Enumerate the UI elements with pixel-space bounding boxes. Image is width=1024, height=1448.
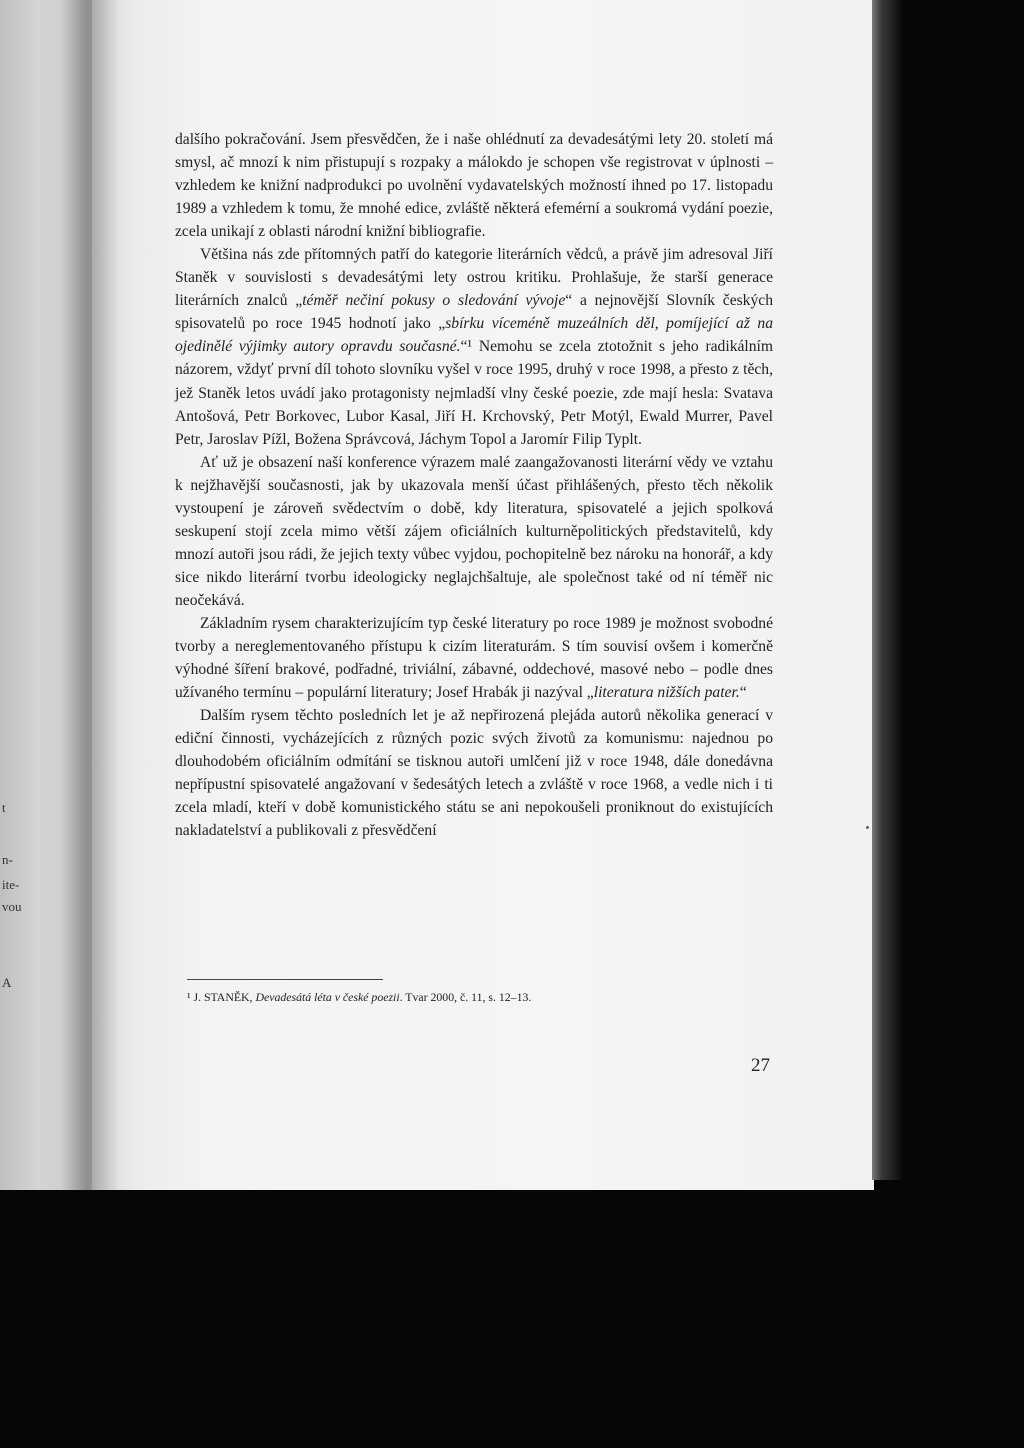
text-run: “ bbox=[739, 684, 747, 702]
scan-speck bbox=[866, 826, 869, 829]
paragraph bbox=[175, 451, 773, 612]
footnote-separator bbox=[187, 979, 383, 980]
footnote bbox=[187, 989, 747, 1005]
paragraph bbox=[175, 612, 773, 704]
left-page-fragment: t bbox=[2, 800, 6, 815]
text-run: Základním rysem charakterizujícím typ české literatury po roce 1989 je možnost svobodné tvorby a nereglementovaného přístupu k cizím literaturám. S tím souvisí ovšem i komerčně výhodné šíření brakové, podřadné, triviální, zábavné, oddechové, masové nebo – podle dnes užívaného termínu – populární literatury; Josef Hrabák ji nazýval „ bbox=[175, 614, 773, 702]
left-page-fragment: A bbox=[2, 975, 12, 990]
text-run: Ať už je obsazení naší konference výrazem malé zaangažovanosti literární vědy ve vztahu k nejžhavější současnosti, jak by ukazovala menší účast přihlášených, přesto těch několik vystoupení je zároveň svědectvím o době, kdy literatura, spisovatelé a jejich spolková seskupení stojí zcela mimo větší zájem oficiálních kulturněpolitických představitelů, kdy mnozí autoři jsou rádi, že jejich texty vůbec vyjdou, pochopitelně bez nároku na honorář, a kdy sice nikdo literární tvorbu ideologicky neglajchšaltuje, ale společnost také od ní téměř nic neočekává. bbox=[175, 453, 773, 609]
paragraph bbox=[175, 128, 773, 243]
left-page-fragment: ite- bbox=[2, 877, 20, 892]
text-run: ¹ J. STANĚK, bbox=[187, 990, 256, 1004]
page-edge-shadow bbox=[872, 0, 902, 1180]
left-page-fragment: vou bbox=[2, 899, 22, 914]
text-run: Většina nás zde přítomných patří do kategorie literárních vědců, a právě jim adresoval Jiří Staněk v souvislosti s devadesátými lety ostrou kritiku. Prohlašuje, že starší generace literárních znalců „ bbox=[175, 246, 773, 310]
text-run: . Tvar 2000, č. 11, s. 12–13. bbox=[399, 990, 532, 1004]
text-run: “¹ Nemohu se zcela ztotožnit s jeho radikálním názorem, vždyť první díl tohoto slovníku vyšel v roce 1995, druhý v roce 1998, a přesto z těch, jež Staněk letos uvádí jako protagonisty nejmladší vlny české poezie, zde mají hesla: Svatava Antošová, Petr Borkovec, Lubor Kasal, Jiří H. Krchovský, Petr Motýl, Ewald Murrer, Pavel Petr, Jaroslav Pížl, Božena Správcová, Jáchym Topol a Jaromír Filip Typlt. bbox=[175, 338, 773, 448]
italic-run: téměř nečiní pokusy o sledování vývoje bbox=[302, 292, 566, 310]
paragraph bbox=[175, 243, 773, 450]
text-run: dalšího pokračování. Jsem přesvědčen, že i naše ohlédnutí za devadesátými lety 20. století má smysl, ač mnozí k nim přistupují s rozpaky a málokdo je schopen vše registrovat v úplnosti – vzhledem ke knižní nadprodukci po uvolnění vydavatelských možností ihned po 17. listopadu 1989 a vzhledem k tomu, že mnohé edice, zvláště některá efemérní a soukromá vydání poezie, zcela unikají z oblasti národní knižní bibliografie. bbox=[175, 131, 773, 241]
italic-run: sbírku víceméně muzeálních děl, pomíjející až na ojedinělé výjimky autory opravdu současné. bbox=[175, 315, 774, 356]
paragraph bbox=[175, 704, 773, 842]
text-run: Dalším rysem těchto posledních let je až nepřirozená plejáda autorů několika generací v ediční činnosti, vycházejících z různých pozic svých životů za komunismu: najednou po dlouhodobém oficiálním odmítání se tisknou autoři umlčení již v roce 1948, dále donedávna nepřípustní spisovatelé angažovaní v šedesátých letech a zvláště v roce 1968, a vedle nich i ti zcela mladí, kteří v době komunistického státu se ani nepokoušeli proniknout do existujících nakladatelství a publikovali z přesvědčení bbox=[175, 707, 773, 840]
italic-run: literatura nižších pater. bbox=[593, 684, 740, 702]
page-number: 27 bbox=[751, 1055, 770, 1076]
text-run: “ a nejnovější Slovník českých spisovatelů po roce 1945 hodnotí jako „ bbox=[175, 292, 773, 333]
left-page-fragment: n- bbox=[2, 852, 13, 867]
body-text bbox=[175, 128, 773, 842]
book-gutter-shadow bbox=[60, 0, 120, 1190]
italic-run: Devadesátá léta v české poezii bbox=[255, 990, 400, 1004]
